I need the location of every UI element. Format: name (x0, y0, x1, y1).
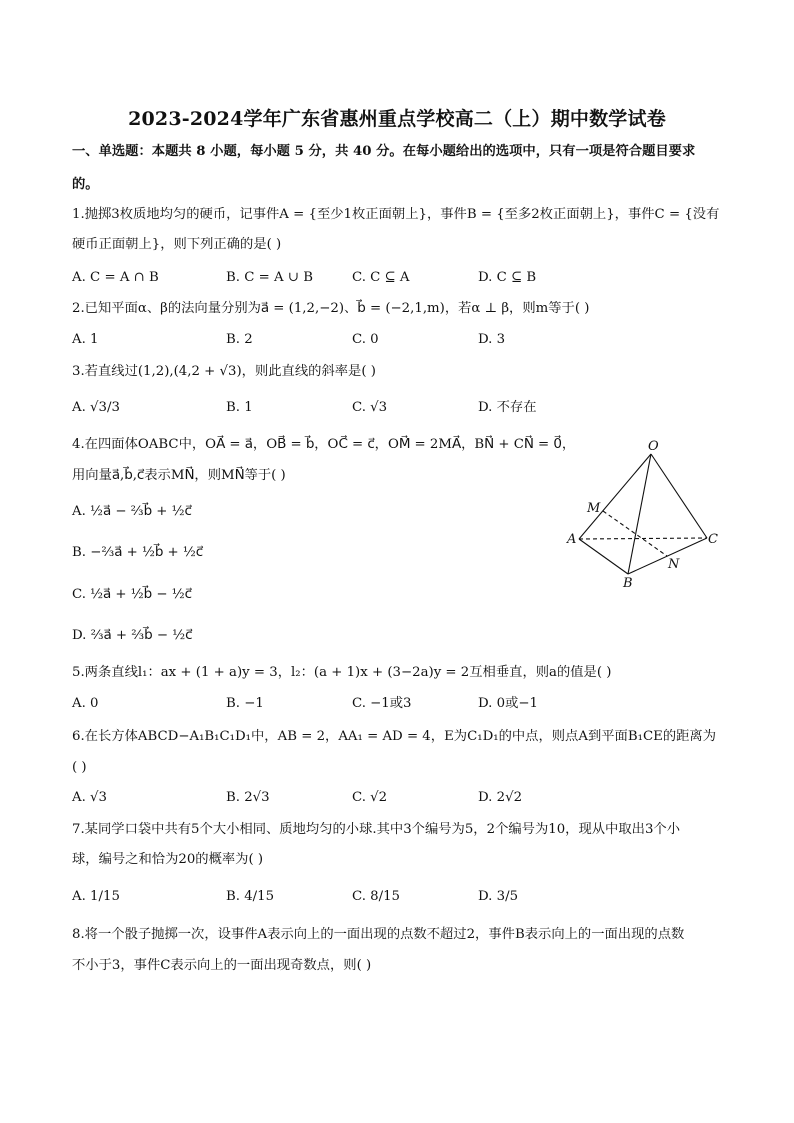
page-title: 2023-2024学年广东省惠州重点学校高二（上）期中数学试卷 (128, 108, 666, 130)
question-7-option-a: A. 1/15 (72, 889, 120, 904)
question-1-option-d: D. C ⊆ B (478, 270, 537, 285)
question-4-option-d: D. ⅔a⃗ + ⅔b⃗ − ½c⃗ (72, 628, 193, 643)
label-o: O (648, 439, 659, 454)
section-heading-line-2: 的。 (72, 177, 99, 192)
question-7-option-b: B. 4/15 (226, 889, 275, 904)
question-6-option-b: B. 2√3 (226, 790, 270, 805)
question-7-line-1: 7.某同学口袋中共有5个大小相同、质地均匀的小球.其中3个编号为5，2个编号为10，现从中取出3个小 (72, 822, 681, 837)
question-3-option-c: C. √3 (352, 400, 388, 415)
tetrahedron-figure (562, 434, 732, 594)
question-1-line-2: 硬币正面朝上}，则下列正确的是( ) (72, 237, 282, 252)
question-2-option-b: B. 2 (226, 332, 253, 347)
question-1-option-a: A. C = A ∩ B (72, 270, 159, 285)
question-1-line-1: 1.抛掷3枚质地均匀的硬币，记事件A = {至少1枚正面朝上}，事件B = {至多2枚正面朝上}，事件C = {没有 (72, 207, 720, 222)
edge-ac-hidden (579, 538, 707, 539)
question-4-option-b: B. −⅔a⃗ + ½b⃗ + ½c⃗ (72, 545, 204, 560)
question-6-line-2: ( ) (72, 760, 87, 775)
label-a: A (567, 532, 577, 547)
question-2-line-1: 2.已知平面α、β的法向量分别为a⃗ = (1,2,−2)、b⃗ = (−2,1,m)，若α ⊥ β，则m等于( ) (72, 301, 590, 316)
question-6-option-a: A. √3 (72, 790, 107, 805)
question-5-line-1: 5.两条直线l₁：ax + (1 + a)y = 3，l₂：(a + 1)x + (3−2a)y = 2互相垂直，则a的值是( ) (72, 665, 612, 680)
question-1-option-c: C. C ⊆ A (352, 270, 410, 285)
question-3-line-1: 3.若直线过(1,2),(4,2 + √3)，则此直线的斜率是( ) (72, 364, 376, 379)
question-2-option-d: D. 3 (478, 332, 506, 347)
question-5-option-b: B. −1 (226, 696, 264, 711)
question-5-option-d: D. 0或−1 (478, 696, 538, 711)
question-6-line-1: 6.在长方体ABCD−A₁B₁C₁D₁中，AB = 2，AA₁ = AD = 4，E为C₁D₁的中点，则点A到平面B₁CE的距离为 (72, 729, 717, 744)
question-8-line-1: 8.将一个骰子抛掷一次，设事件A表示向上的一面出现的点数不超过2，事件B表示向上的一面出现的点数 (72, 927, 685, 942)
edge-ob (628, 454, 651, 574)
question-7-option-d: D. 3/5 (478, 889, 519, 904)
question-4-option-a: A. ½a⃗ − ⅔b⃗ + ½c⃗ (72, 504, 192, 519)
section-heading-line-1: 一、单选题：本题共 8 小题，每小题 5 分，共 40 分。在每小题给出的选项中，只有一项是符合题目要求 (72, 144, 696, 159)
edge-oa (579, 454, 651, 539)
label-c: C (708, 532, 718, 547)
label-m: M (587, 501, 601, 516)
edge-oc (651, 454, 707, 538)
edge-ab (579, 539, 628, 574)
question-4-option-c: C. ½a⃗ + ½b⃗ − ½c⃗ (72, 587, 192, 602)
question-2-option-c: C. 0 (352, 332, 379, 347)
question-7-option-c: C. 8/15 (352, 889, 401, 904)
question-3-option-d: D. 不存在 (478, 400, 537, 415)
question-6-option-d: D. 2√2 (478, 790, 523, 805)
question-7-line-2: 球，编号之和恰为20的概率为( ) (72, 852, 264, 867)
question-5-option-c: C. −1或3 (352, 696, 412, 711)
question-3-option-a: A. √3/3 (72, 400, 120, 415)
label-b: B (623, 576, 633, 591)
question-2-option-a: A. 1 (72, 332, 99, 347)
question-6-option-c: C. √2 (352, 790, 388, 805)
question-5-option-a: A. 0 (72, 696, 99, 711)
segment-mn-hidden (603, 511, 667, 556)
question-1-option-b: B. C = A ∪ B (226, 270, 313, 285)
question-4-line-1: 4.在四面体OABC中，OA⃗ = a⃗，OB⃗ = b⃗，OC⃗ = c⃗，OM⃗ = 2MA⃗，BN⃗ + CN⃗ = 0⃗， (72, 437, 576, 452)
question-8-line-2: 不小于3，事件C表示向上的一面出现奇数点，则( ) (72, 958, 372, 973)
question-3-option-b: B. 1 (226, 400, 253, 415)
label-n: N (668, 557, 680, 572)
question-4-line-2: 用向量a⃗,b⃗,c⃗表示MN⃗，则MN⃗等于( ) (72, 468, 286, 483)
